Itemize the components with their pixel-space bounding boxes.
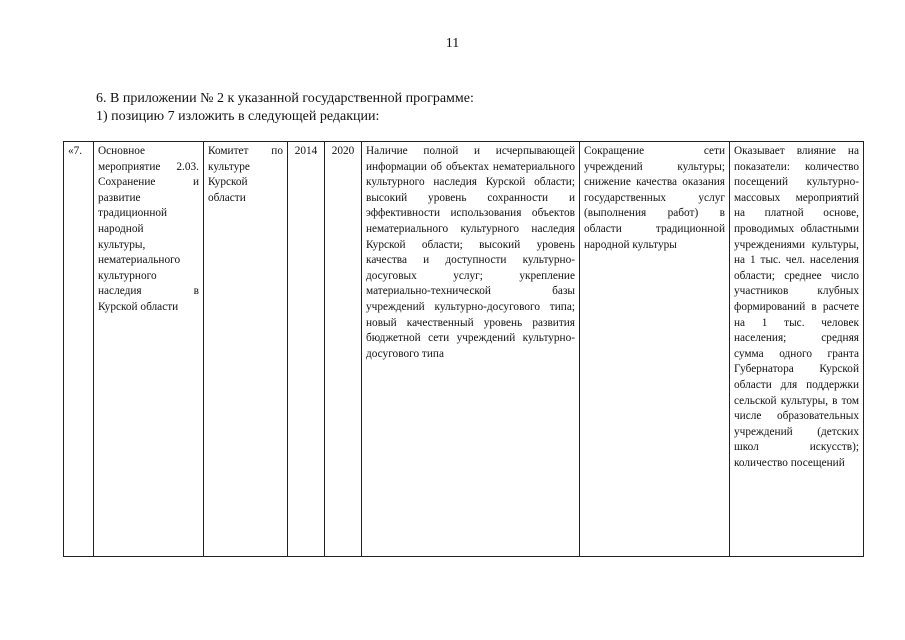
start-year-cell: 2014 bbox=[288, 142, 325, 557]
row-number-cell: «7. bbox=[64, 142, 94, 557]
indicators-cell: Оказывает влияние на показатели: количество посещений культурно-массовых мероприятий на платной основе, проводимых областными учреждениями культуры, на 1 тыс. чел. населения области; среднее число участников клубных формирований в расчете на 1 тыс. человек населения; средняя сумма одного гранта Губернатора Курской области для поддержки сельской культуры, в том числе образовательных учреждений (детских школ искусств); количество посещений bbox=[730, 142, 864, 557]
page-number: 11 bbox=[445, 36, 460, 51]
expected-result-cell: Наличие полной и исчерпывающей информации об объектах нематериального культурного наследия Курской области; высокий уровень сохранности и эффективности использования объектов нематериального культурного наследия Курской области; высокий уровень качества и доступности культурно-досуговых услуг; укрепление материально-технической базы учреждений культурно-досугового типа; новый качественный уровень развития бюджетной сети учреждений культурно-досугового типа bbox=[362, 142, 580, 557]
executor-cell: Комитет по культуре Курской области bbox=[204, 142, 288, 557]
program-table bbox=[63, 141, 864, 557]
table-row bbox=[64, 142, 864, 557]
end-year-cell: 2020 bbox=[325, 142, 362, 557]
amendment-subparagraph: 1) позицию 7 изложить в следующей редакции: bbox=[96, 109, 380, 124]
consequences-cell: Сокращение сети учреждений культуры; снижение качества оказания государственных услуг (выполнения работ) в области традиционной народной культуры bbox=[580, 142, 730, 557]
amendment-paragraph: 6. В приложении № 2 к указанной государственной программе: bbox=[96, 91, 474, 106]
event-name-cell: Основное мероприятие 2.03. Сохранение и развитие традиционной народной культуры, нематериального культурного наследия в Курской области bbox=[94, 142, 204, 557]
